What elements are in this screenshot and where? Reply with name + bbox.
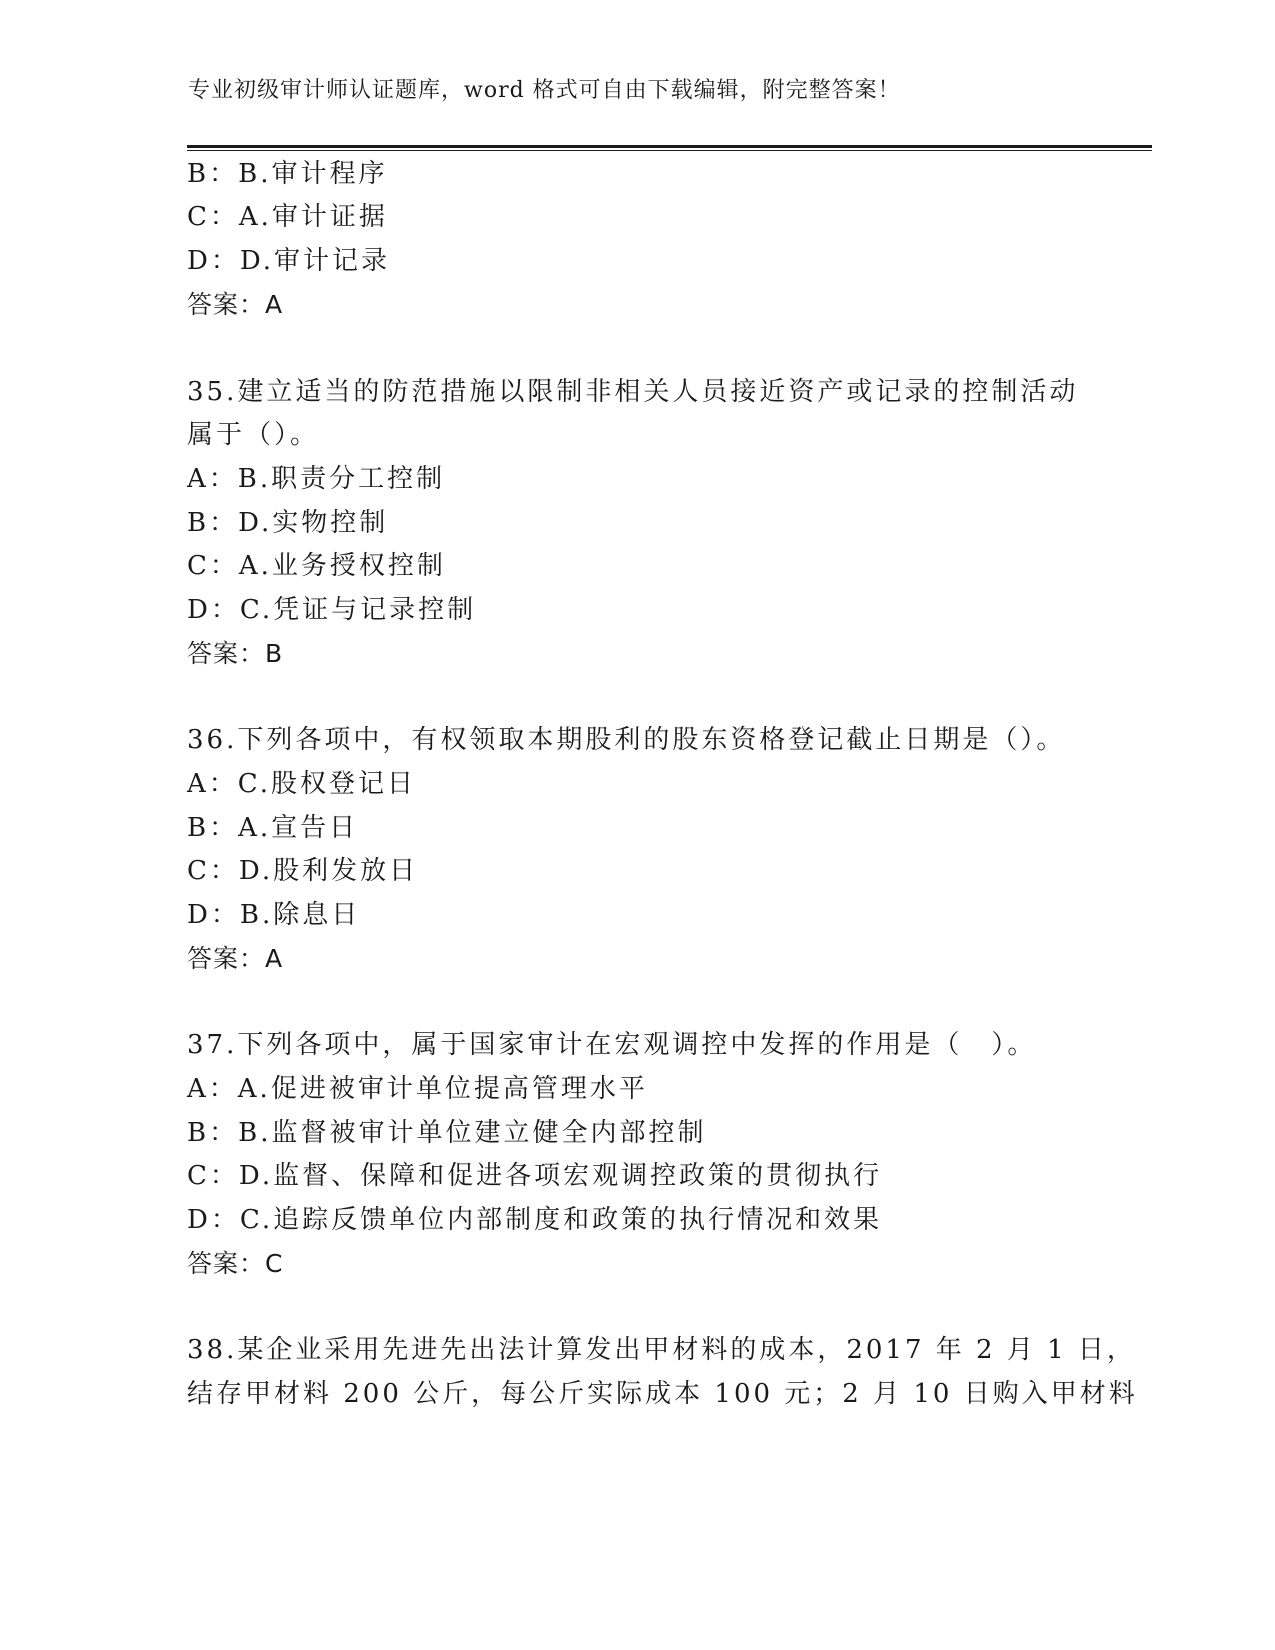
q37-option-c: C：D.监督、保障和促进各项宏观调控政策的贯彻执行 — [187, 1161, 883, 1191]
page-header: 专业初级审计师认证题库，word 格式可自由下载编辑，附完整答案！ — [188, 78, 901, 103]
q36-answer: 答案：A — [187, 944, 284, 973]
q38-question-line-1: 38.某企业采用先进先出法计算发出甲材料的成本，2017 年 2 月 1 日， — [187, 1335, 1136, 1365]
q34-option-c: C：A.审计证据 — [187, 202, 388, 232]
q35-option-d: D：C.凭证与记录控制 — [187, 595, 477, 625]
header-divider-thick — [187, 145, 1152, 148]
q38-question-line-2: 结存甲材料 200 公斤，每公斤实际成本 100 元；2 月 10 日购入甲材料 — [187, 1379, 1138, 1409]
q35-question-line-2: 属于（）。 — [187, 420, 320, 450]
q37-option-b: B：B.监督被审计单位建立健全内部控制 — [187, 1118, 707, 1148]
q37-option-d: D：C.追踪反馈单位内部制度和政策的执行情况和效果 — [187, 1205, 883, 1235]
q34-option-b: B：B.审计程序 — [187, 159, 388, 189]
q36-option-d: D：B.除息日 — [187, 900, 361, 930]
q34-answer: 答案：A — [187, 290, 284, 319]
q35-option-c: C：A.业务授权控制 — [187, 551, 446, 581]
q36-option-b: B：A.宣告日 — [187, 813, 359, 843]
q37-option-a: A：A.促进被审计单位提高管理水平 — [187, 1074, 648, 1104]
q35-option-a: A：B.职责分工控制 — [187, 464, 446, 494]
q37-question-line-1: 37.下列各项中，属于国家审计在宏观调控中发挥的作用是（ ）。 — [187, 1030, 1037, 1060]
q36-option-c: C：D.股利发放日 — [187, 856, 419, 886]
header-divider-thin — [187, 150, 1152, 151]
q34-option-d: D：D.审计记录 — [187, 246, 391, 276]
q35-option-b: B：D.实物控制 — [187, 508, 389, 538]
q37-answer: 答案：C — [187, 1249, 284, 1278]
q36-option-a: A：C.股权登记日 — [187, 769, 417, 799]
q35-answer: 答案：B — [187, 639, 284, 668]
q35-question-line-1: 35.建立适当的防范措施以限制非相关人员接近资产或记录的控制活动 — [187, 377, 1079, 407]
q36-question-line-1: 36.下列各项中，有权领取本期股利的股东资格登记截止日期是（）。 — [187, 725, 1066, 755]
